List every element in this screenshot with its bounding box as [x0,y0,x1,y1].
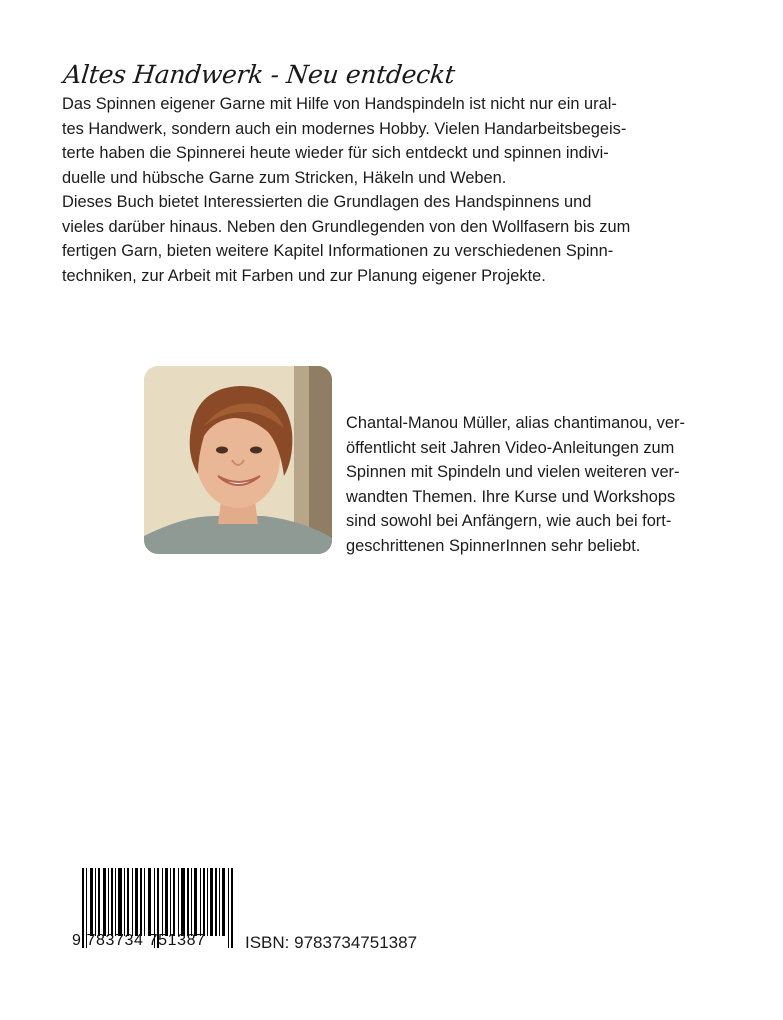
bio-line: geschrittenen SpinnerInnen sehr beliebt. [346,536,641,555]
barcode-digits: 9 783734 751387 [72,932,206,949]
book-description [62,92,732,288]
book-heading: Altes Handwerk - Neu entdeckt [62,60,457,89]
description-line: Dieses Buch bietet Interessierten die Grundlagen des Handspinnens und [62,193,592,211]
bio-line: Chantal-Manou Müller, alias chantimanou, ver- [346,414,685,432]
author-bio [346,411,746,558]
bio-line: wandten Themen. Ihre Kurse und Workshops [346,487,676,506]
description-line: duelle und hübsche Garne zum Stricken, Häkeln und Weben. [62,168,507,187]
description-line: vieles darüber hinaus. Neben den Grundlegenden von den Wollfasern bis zum [62,217,631,236]
bio-line: sind sowohl bei Anfängern, wie auch bei fort- [346,512,672,530]
barcode [72,860,236,960]
description-line: Das Spinnen eigener Garne mit Hilfe von Handspindeln ist nicht nur ein ural- [62,95,617,113]
description-line: fertigen Garn, bieten weitere Kapitel Informationen zu verschiedenen Spinn- [62,242,614,260]
author-photo [144,366,332,554]
description-line: tes Handwerk, sondern auch ein modernes Hobby. Vielen Handarbeitsbegeis- [62,119,627,138]
bio-line: Spinnen mit Spindeln und vielen weiteren ver- [346,463,680,481]
description-line: techniken, zur Arbeit mit Farben und zur Planung eigener Projekte. [62,266,546,285]
isbn-label: ISBN: 9783734751387 [245,933,418,952]
description-line: terte haben die Spinnerei heute wieder für sich entdeckt und spinnen indivi- [62,144,609,162]
bio-line: öffentlicht seit Jahren Video-Anleitungen zum [346,438,675,457]
